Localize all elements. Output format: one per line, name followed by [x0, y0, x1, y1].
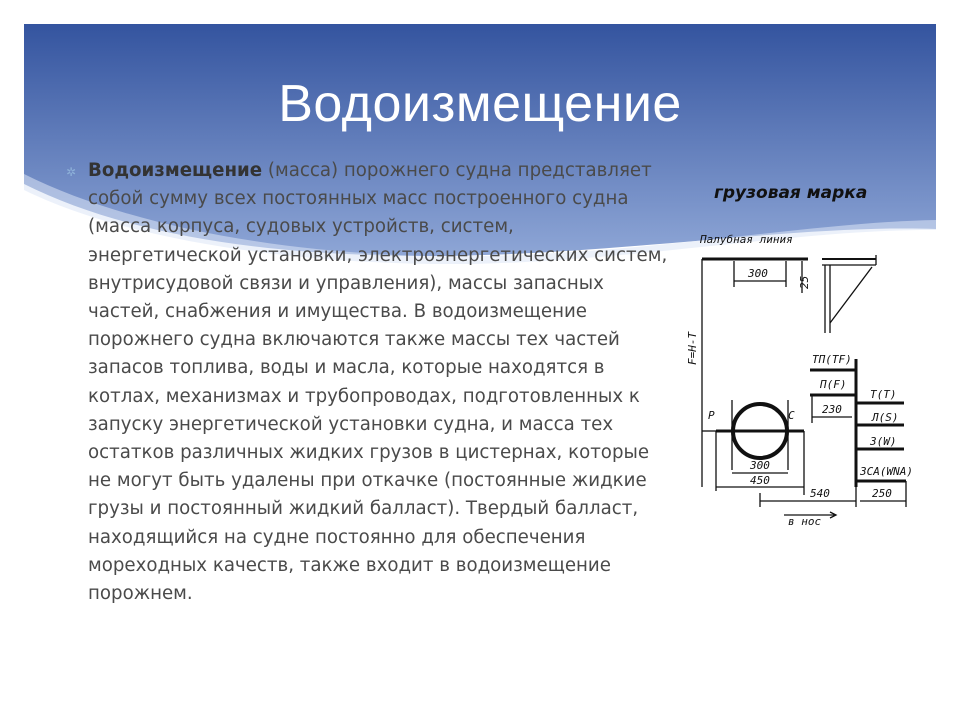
dim-300-top: 300	[748, 267, 768, 280]
dim-540: 540	[810, 487, 830, 500]
mark-w: З(W)	[870, 435, 897, 448]
label-p: Р	[708, 409, 715, 422]
to-bow-label: в нос	[788, 515, 822, 525]
deck-line-label: Палубная линия	[700, 233, 793, 246]
mark-f: П(F)	[820, 378, 847, 391]
dim-250: 250	[872, 487, 892, 500]
dim-230: 230	[822, 403, 842, 416]
figure-caption: грузовая марка	[714, 183, 868, 203]
freeboard-label: F=H-T	[686, 331, 699, 365]
dim-450: 450	[750, 474, 770, 487]
label-c: С	[788, 409, 795, 422]
mark-wna: ЗСА(WNA)	[860, 465, 913, 478]
body-paragraph	[66, 157, 670, 608]
mark-t: Т(T)	[870, 388, 897, 401]
paragraph-text	[88, 157, 670, 608]
load-line-diagram	[680, 225, 940, 525]
mark-tf: ТП(TF)	[812, 353, 852, 366]
slide-title: Водоизмещение	[278, 75, 682, 133]
bullet-term: Водоизмещение	[88, 160, 263, 181]
dim-25: 25	[798, 275, 811, 289]
dim-300: 300	[750, 459, 770, 472]
bullet-body: (масса) порожнего судна представляет собой сумму всех постоянных масс построенного судна (масса корпуса, судовых устройств, систем, энергетической установки, электроэнергетических систем, внутрисудовой связи и управления), массы запасных частей, снабжения и имущества. В водоизмещение порожнего судна включаются также массы тех частей запасов топлива, воды и масла, которые находятся в котлах, механизмах и трубопроводах, подготовленных к запуску энергетической установки судна, и масса тех остатков различных жидких грузов в цистернах, которые не могут быть удалены при откачке (постоянные жидкие грузы и постоянный жидкий балласт). Твердый балласт, находящийся на судне постоянно для обеспечения мореходных качеств, также входит в водоизмещение порожнем.	[88, 160, 668, 605]
mark-s: Л(S)	[872, 411, 899, 424]
bullet-icon: ✲	[66, 165, 77, 179]
